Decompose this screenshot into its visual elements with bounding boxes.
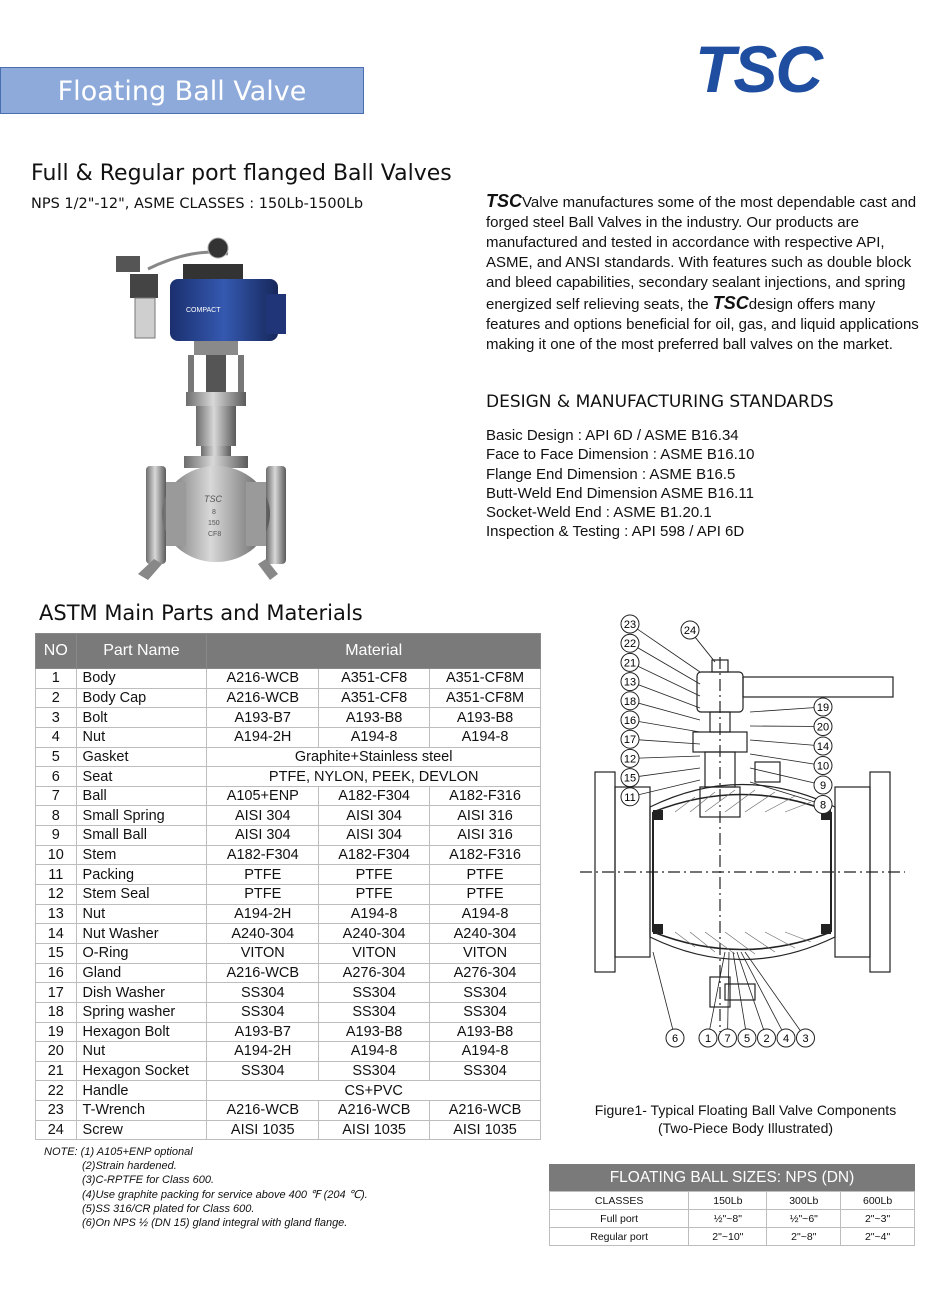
standard-item: Basic Design : API 6D / ASME B16.34 — [486, 427, 739, 444]
body-mark-material: CF8 — [208, 531, 222, 538]
table-cell: A193-B8 — [319, 708, 430, 728]
table-cell: A194-8 — [430, 1042, 541, 1062]
table-cell: PTFE — [319, 865, 430, 885]
table-row — [36, 1002, 541, 1022]
table-row — [36, 1120, 541, 1140]
table-cell: AISI 304 — [207, 806, 319, 826]
table-cell: 2"~8" — [767, 1228, 841, 1246]
table-cell: AISI 304 — [207, 826, 319, 846]
valve-photo — [108, 234, 308, 580]
table-cell: 18 — [36, 1002, 77, 1022]
table-cell: 15 — [36, 943, 77, 963]
figure-caption-line2: (Two-Piece Body Illustrated) — [657, 1120, 834, 1136]
table-cell: Nut — [76, 904, 207, 924]
table-cell: A240-304 — [319, 924, 430, 944]
table-cell: A193-B8 — [430, 1022, 541, 1042]
table-cell: A193-B7 — [207, 1022, 319, 1042]
header-material: Material — [207, 634, 541, 669]
table-cell: A194-8 — [319, 727, 430, 747]
callout-number: 21 — [623, 657, 637, 670]
callout-number: 12 — [623, 753, 637, 766]
table-cell: 600Lb — [841, 1192, 915, 1210]
table-cell: Handle — [76, 1081, 207, 1101]
callout-number: 16 — [623, 715, 637, 727]
table-cell: 10 — [36, 845, 77, 865]
table-cell: A194-8 — [430, 727, 541, 747]
table-cell: Nut — [76, 1042, 207, 1062]
table-cell: SS304 — [207, 983, 319, 1003]
callout-number: 5 — [743, 1033, 751, 1045]
leader-line — [745, 952, 806, 1038]
table-row — [36, 806, 541, 826]
table-cell: SS304 — [207, 1061, 319, 1081]
table-cell: Nut — [76, 727, 207, 747]
table-cell: AISI 304 — [319, 826, 430, 846]
table-cell: Screw — [76, 1120, 207, 1140]
table-cell: Packing — [76, 865, 207, 885]
callout-number: 19 — [816, 702, 830, 714]
table-cell: 2"~10" — [689, 1228, 767, 1246]
table-row — [36, 1101, 541, 1121]
page-title: Floating Ball Valve — [57, 76, 307, 107]
callout-number: 17 — [623, 734, 637, 747]
table-cell: 24 — [36, 1120, 77, 1140]
leader-line — [630, 739, 700, 744]
headline: Full & Regular port flanged Ball Valves — [31, 161, 452, 186]
table-cell: AISI 316 — [430, 826, 541, 846]
callout-number: 23 — [623, 619, 637, 631]
leader-line — [630, 662, 700, 696]
table-cell: A105+ENP — [207, 786, 319, 806]
table-cell: Nut Washer — [76, 924, 207, 944]
table-cell: A194-2H — [207, 904, 319, 924]
table-cell: PTFE — [430, 885, 541, 905]
table-row — [36, 727, 541, 747]
table-cell: A276-304 — [430, 963, 541, 983]
table-cell: Full port — [550, 1210, 689, 1228]
leader-line — [750, 754, 823, 766]
leader-line — [750, 740, 823, 746]
figure-caption — [573, 1101, 918, 1137]
table-cell: A351-CF8 — [319, 688, 430, 708]
callout-number: 18 — [623, 695, 637, 708]
table-cell: Regular port — [550, 1228, 689, 1246]
note-line: (6)On NPS ½ (DN 15) gland integral with gland flange. — [82, 1217, 348, 1230]
table-cell: SS304 — [319, 1002, 430, 1022]
table-cell: 300Lb — [767, 1192, 841, 1210]
callout-number: 9 — [819, 780, 827, 792]
leader-line — [733, 952, 747, 1038]
intro-text-1: Valve manufactures some of the most dependable cast and forged steel Ball Valves in the industry. Our products are manufactured and tested in accordance with respective API, ASME, and ANSI standards. With features such as double block and bleed capabilities, secondary sealant injections, and spring energized self relieving seats, the — [486, 194, 917, 313]
table-cell: A276-304 — [319, 963, 430, 983]
standards-list — [486, 426, 754, 542]
table-cell: AISI 1035 — [319, 1120, 430, 1140]
leader-line — [750, 726, 823, 727]
table-cell: AISI 1035 — [430, 1120, 541, 1140]
callout-top: 24 — [683, 625, 697, 637]
table-cell: A193-B8 — [430, 708, 541, 728]
table-cell: A182-F316 — [430, 845, 541, 865]
table-cell: 16 — [36, 963, 77, 983]
table-cell: 8 — [36, 806, 77, 826]
table-cell: CS+PVC — [207, 1081, 541, 1101]
leader-line — [630, 643, 700, 684]
table-cell: 7 — [36, 786, 77, 806]
table-cell: Graphite+Stainless steel — [207, 747, 541, 767]
table-cell: A194-8 — [430, 904, 541, 924]
table-cell: 12 — [36, 885, 77, 905]
body-mark-class: 150 — [208, 520, 220, 527]
leader-line — [741, 952, 786, 1038]
callout-number: 10 — [816, 760, 830, 773]
table-row — [36, 767, 541, 787]
table-cell: SS304 — [430, 1061, 541, 1081]
table-cell: 13 — [36, 904, 77, 924]
table-row — [36, 826, 541, 846]
note-line: (2)Strain hardened. — [82, 1160, 177, 1173]
standard-item: Flange End Dimension : ASME B16.5 — [486, 465, 736, 483]
table-cell: Hexagon Bolt — [76, 1022, 207, 1042]
callout-number: 20 — [816, 721, 830, 734]
table-cell: T-Wrench — [76, 1101, 207, 1121]
table-cell: 17 — [36, 983, 77, 1003]
table-cell: 20 — [36, 1042, 77, 1062]
leader-line — [630, 756, 700, 758]
table-cell: A194-8 — [319, 1042, 430, 1062]
table-cell: 6 — [36, 767, 77, 787]
table-row — [36, 786, 541, 806]
body-mark-size: 8 — [212, 509, 216, 516]
table-row — [36, 845, 541, 865]
table-cell: AISI 316 — [430, 806, 541, 826]
table-cell: CLASSES — [550, 1192, 689, 1210]
standard-item: Butt-Weld End Dimension ASME B16.11 — [486, 484, 754, 502]
table-cell: SS304 — [430, 983, 541, 1003]
tsc-logo: TSC — [695, 32, 821, 106]
parts-table — [35, 633, 541, 1140]
callout-number: 13 — [623, 676, 637, 689]
standard-item: Socket-Weld End : ASME B1.20.1 — [486, 504, 712, 522]
sizes-title: FLOATING BALL SIZES: NPS (DN) — [549, 1164, 915, 1191]
table-cell: PTFE — [207, 885, 319, 905]
note-line: NOTE: (1) A105+ENP optional — [44, 1146, 193, 1158]
table-cell: PTFE — [207, 865, 319, 885]
leader-line — [630, 720, 700, 732]
table-row — [36, 924, 541, 944]
table-row — [36, 943, 541, 963]
leader-line — [630, 780, 700, 797]
note-line: (3)C-RPTFE for Class 600. — [82, 1174, 215, 1187]
table-row — [36, 963, 541, 983]
leader-line — [630, 768, 700, 778]
table-cell: A182-F304 — [319, 786, 430, 806]
intro-brand-2: TSC — [712, 293, 749, 313]
table-cell: A216-WCB — [207, 688, 319, 708]
table-cell: 11 — [36, 865, 77, 885]
table-cell: 14 — [36, 924, 77, 944]
table-cell: PTFE — [319, 885, 430, 905]
header-no: NO — [36, 634, 77, 669]
table-cell: A216-WCB — [207, 963, 319, 983]
table-row — [36, 747, 541, 767]
callout-number: 11 — [624, 791, 636, 804]
table-cell: A194-8 — [319, 904, 430, 924]
sizes-table — [549, 1191, 915, 1246]
table-cell: ½"~8" — [689, 1210, 767, 1228]
table-cell: A216-WCB — [207, 669, 319, 689]
callout-number: 1 — [704, 1033, 712, 1045]
leader-line — [750, 707, 823, 712]
table-cell: VITON — [319, 943, 430, 963]
table-row — [550, 1228, 915, 1246]
callout-number: 7 — [724, 1033, 731, 1045]
table-cell: A351-CF8 — [319, 669, 430, 689]
table-cell: 2 — [36, 688, 77, 708]
table-cell: Body Cap — [76, 688, 207, 708]
table-cell: 19 — [36, 1022, 77, 1042]
table-cell: Seat — [76, 767, 207, 787]
table-cell: A182-F316 — [430, 786, 541, 806]
table-cell: 5 — [36, 747, 77, 767]
valve-components-drawing — [575, 612, 910, 1052]
table-cell: Body — [76, 669, 207, 689]
callout-number: 6 — [671, 1033, 679, 1045]
table-cell: A182-F304 — [319, 845, 430, 865]
table-cell: A216-WCB — [207, 1101, 319, 1121]
intro-paragraph — [486, 191, 930, 355]
table-row — [36, 983, 541, 1003]
table-cell: PTFE, NYLON, PEEK, DEVLON — [207, 767, 541, 787]
table-cell: A194-2H — [207, 1042, 319, 1062]
callout-number: 3 — [802, 1033, 809, 1045]
page-title-banner — [0, 67, 364, 114]
table-cell: A240-304 — [430, 924, 541, 944]
table-cell: A182-F304 — [207, 845, 319, 865]
table-cell: Gasket — [76, 747, 207, 767]
notes — [44, 1145, 368, 1230]
table-cell: VITON — [430, 943, 541, 963]
leader-line — [653, 952, 675, 1038]
table-row — [36, 1061, 541, 1081]
parts-title: ASTM Main Parts and Materials — [39, 601, 363, 625]
callout-number: 22 — [623, 638, 637, 651]
table-cell: Gland — [76, 963, 207, 983]
table-cell: Stem — [76, 845, 207, 865]
table-cell: Bolt — [76, 708, 207, 728]
table-row — [36, 904, 541, 924]
actuator-label: COMPACT — [186, 307, 221, 314]
table-row — [36, 688, 541, 708]
figure-caption-line1: Figure1- Typical Floating Ball Valve Components — [594, 1102, 897, 1118]
callout-number: 8 — [819, 799, 827, 812]
table-cell: A193-B8 — [319, 1022, 430, 1042]
table-cell: SS304 — [430, 1002, 541, 1022]
callout-number: 14 — [816, 741, 830, 753]
table-row — [36, 1022, 541, 1042]
table-cell: SS304 — [319, 983, 430, 1003]
table-cell: 9 — [36, 826, 77, 846]
table-cell: 23 — [36, 1101, 77, 1121]
table-cell: Small Spring — [76, 806, 207, 826]
table-cell: ½"~6" — [767, 1210, 841, 1228]
intro-text-2: design offers many features and options beneficial for oil, gas, and liquid applications making it one of the most preferred ball valves on the market. — [486, 296, 919, 353]
table-cell: A216-WCB — [430, 1101, 541, 1121]
table-cell: A351-CF8M — [430, 669, 541, 689]
table-row — [36, 669, 541, 689]
table-cell: Hexagon Socket — [76, 1061, 207, 1081]
note-line: (4)Use graphite packing for service above 400 ℉ (204 ℃). — [82, 1188, 368, 1201]
table-cell: AISI 304 — [319, 806, 430, 826]
table-cell: Ball — [76, 786, 207, 806]
table-cell: A216-WCB — [319, 1101, 430, 1121]
table-cell: 4 — [36, 727, 77, 747]
callout-number: 2 — [763, 1033, 770, 1045]
table-row — [36, 885, 541, 905]
table-row — [36, 865, 541, 885]
table-cell: A193-B7 — [207, 708, 319, 728]
table-cell: 21 — [36, 1061, 77, 1081]
table-cell: O-Ring — [76, 943, 207, 963]
table-cell: Stem Seal — [76, 885, 207, 905]
table-row — [36, 1042, 541, 1062]
table-cell: Small Ball — [76, 826, 207, 846]
table-cell: 22 — [36, 1081, 77, 1101]
standard-item: Inspection & Testing : API 598 / API 6D — [486, 523, 745, 541]
table-row — [550, 1210, 915, 1228]
subline: NPS 1/2"-12", ASME CLASSES : 150Lb-1500Lb — [31, 196, 364, 212]
table-cell: 2"~4" — [841, 1228, 915, 1246]
table-cell: AISI 1035 — [207, 1120, 319, 1140]
table-cell: Spring washer — [76, 1002, 207, 1022]
table-cell: 3 — [36, 708, 77, 728]
table-cell: SS304 — [207, 1002, 319, 1022]
standards-heading: DESIGN & MANUFACTURING STANDARDS — [486, 392, 834, 412]
table-cell: A240-304 — [207, 924, 319, 944]
header-part-name: Part Name — [76, 634, 207, 669]
table-row — [36, 708, 541, 728]
table-row — [550, 1192, 915, 1210]
table-cell: A351-CF8M — [430, 688, 541, 708]
callout-number: 15 — [623, 772, 637, 785]
table-cell: Dish Washer — [76, 983, 207, 1003]
body-mark-brand: TSC — [204, 494, 222, 504]
table-cell: PTFE — [430, 865, 541, 885]
table-cell: A194-2H — [207, 727, 319, 747]
intro-brand: TSC — [486, 191, 522, 211]
table-row — [36, 1081, 541, 1101]
leader-line — [728, 952, 730, 1038]
callout-number: 4 — [782, 1033, 790, 1045]
table-cell: 2"~3" — [841, 1210, 915, 1228]
table-cell: SS304 — [319, 1061, 430, 1081]
leader-line — [737, 952, 767, 1038]
note-line: (5)SS 316/CR plated for Class 600. — [82, 1202, 255, 1215]
standard-item: Face to Face Dimension : ASME B16.10 — [486, 446, 755, 464]
table-cell: VITON — [207, 943, 319, 963]
table-cell: 150Lb — [689, 1192, 767, 1210]
table-cell: 1 — [36, 669, 77, 689]
